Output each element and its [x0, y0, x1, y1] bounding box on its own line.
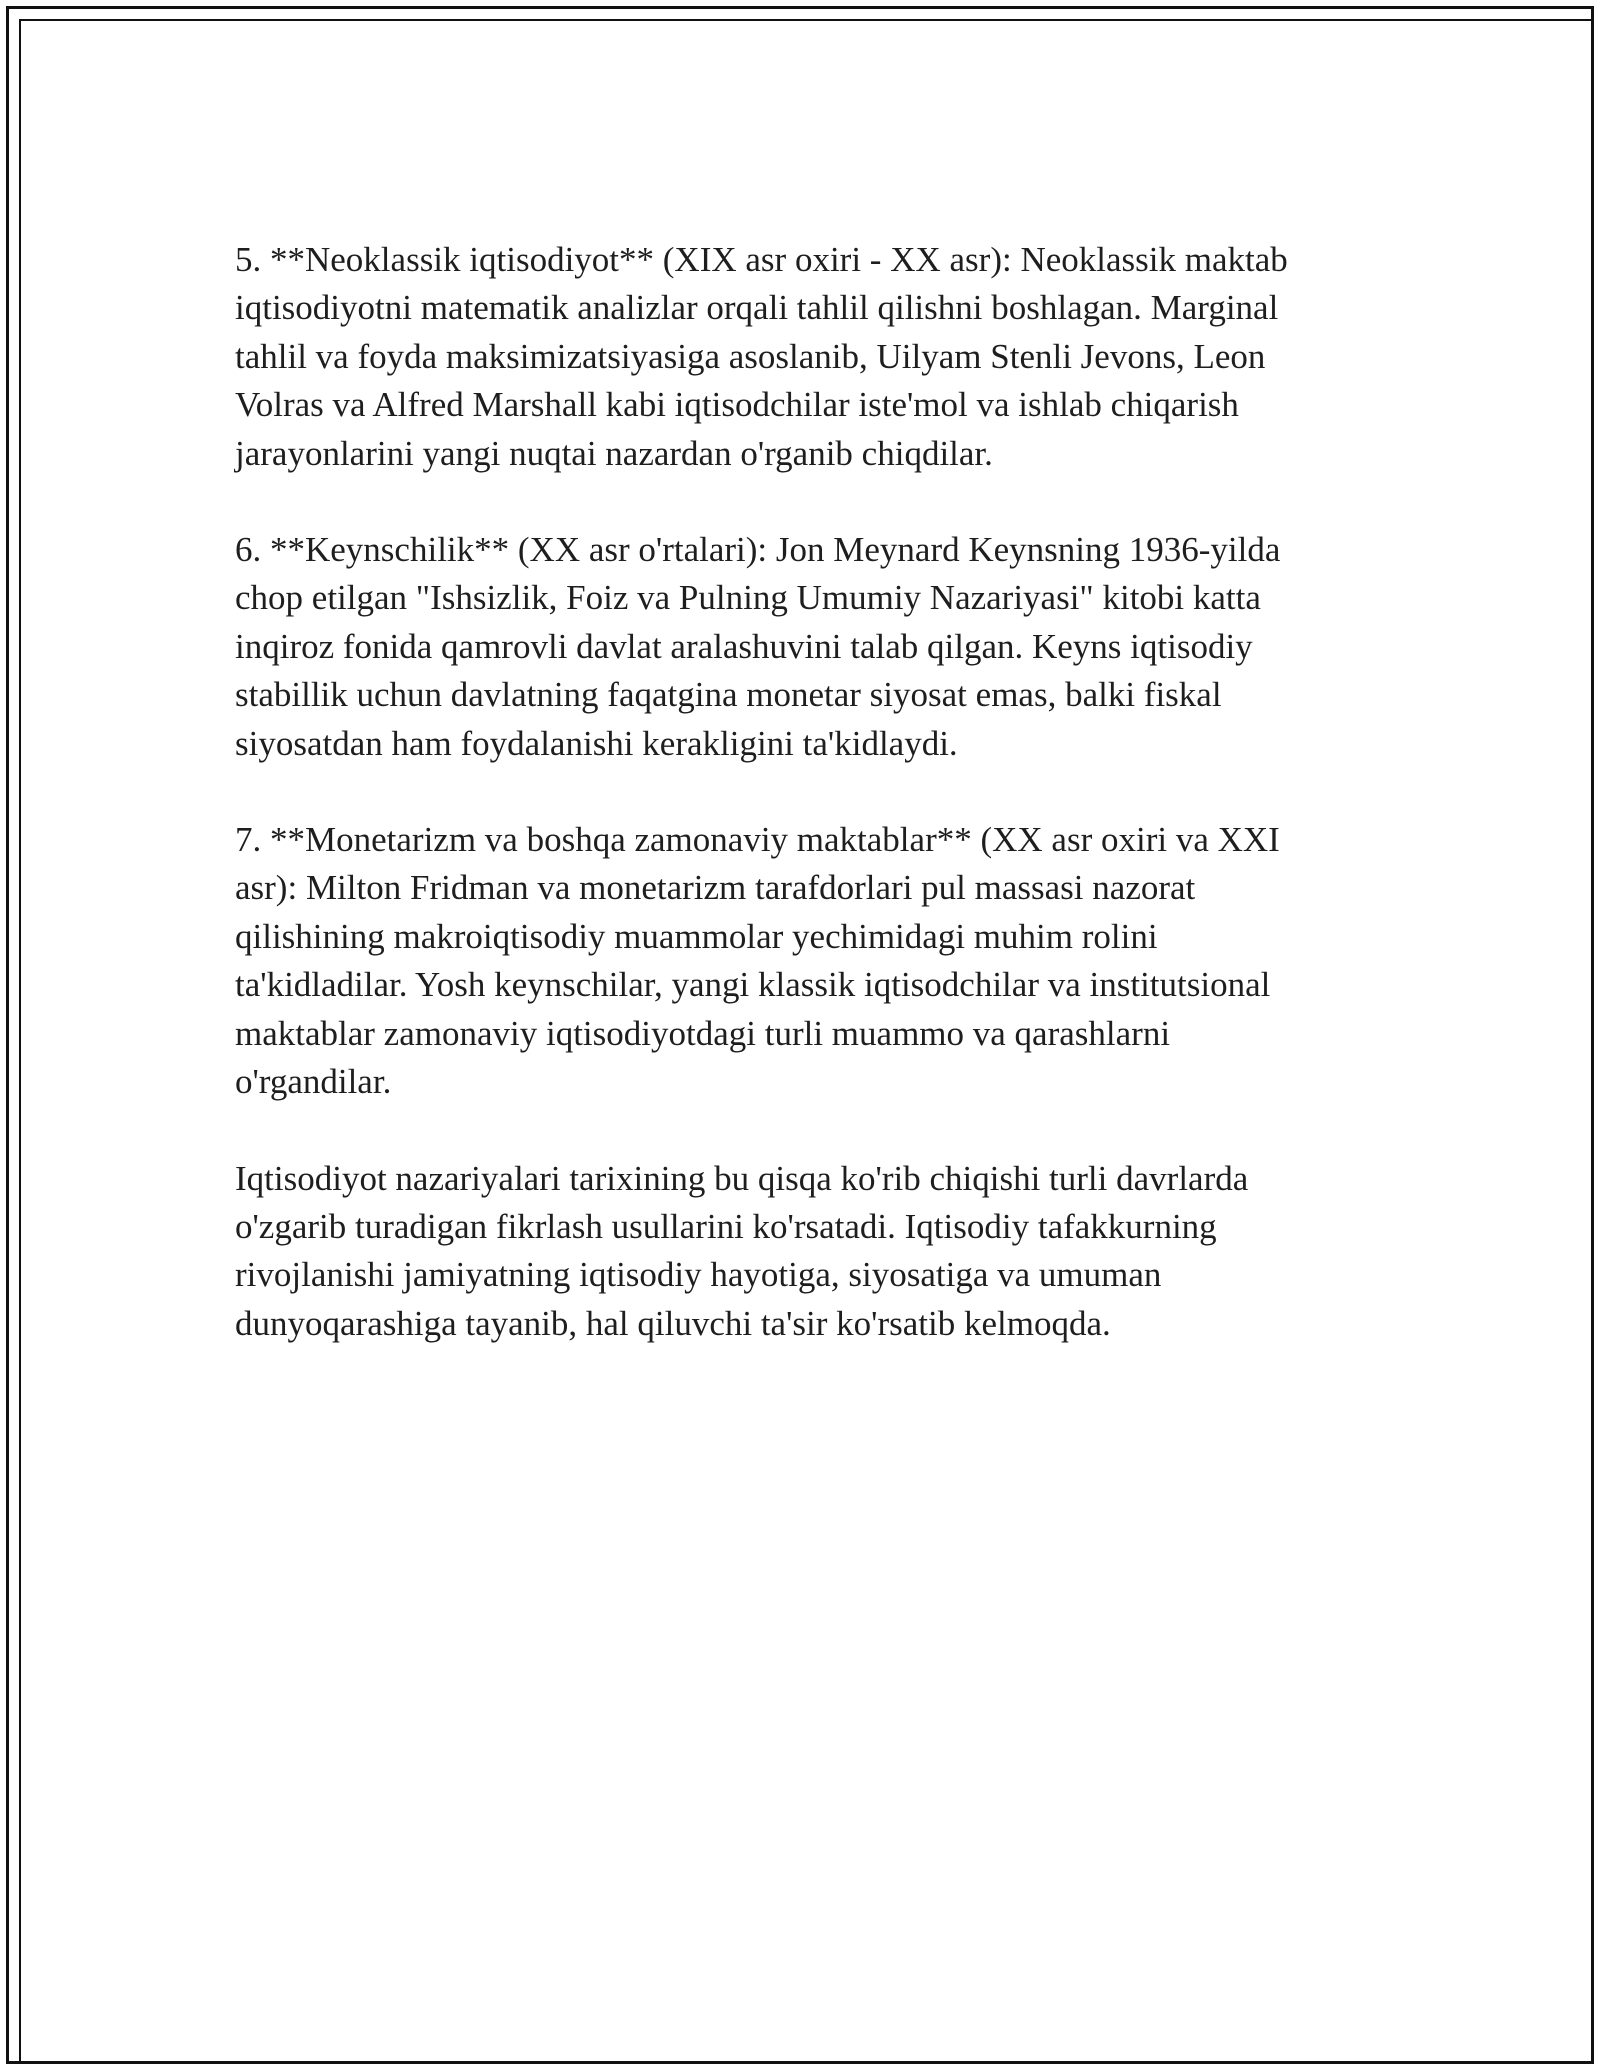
paragraph-keynesianism: 6. **Keynschilik** (XX asr o'rtalari): Jon Meynard Keynsning 1936-yilda chop etilgan "Ishsizlik, Foiz va Pulning Umumiy Nazariyasi" kitobi katta inqiroz fonida qamrovli davlat aralashuvini talab qilgan. Keyns iqtisodiy stabillik uchun davlatning faqatgina monetar siyosat emas, balki fiskal siyosatdan ham foydalanishi kerakligini ta'kidlaydi. [235, 530, 1281, 763]
paragraph-neoclassical: 5. **Neoklassik iqtisodiyot** (XIX asr oxiri - XX asr): Neoklassik maktab iqtisodiyotni matematik analizlar orqali tahlil qilishni boshlagan. Marginal tahlil va foyda maksimizatsiyasiga asoslanib, Uilyam Stenli Jevons, Leon Volras va Alfred Marshall kabi iqtisodchilar iste'mol va ishlab chiqarish jarayonlarini yangi nuqtai nazardan o'rganib chiqdilar. [235, 240, 1288, 473]
document-body [235, 236, 1365, 1396]
paragraph-conclusion: Iqtisodiyot nazariyalari tarixining bu qisqa ko'rib chiqishi turli davrlarda o'zgarib turadigan fikrlash usullarini ko'rsatadi. Iqtisodiy tafakkurning rivojlanishi jamiyatning iqtisodiy hayotiga, siyosatiga va umuman dunyoqarashiga tayanib, hal qiluvchi ta'sir ko'rsatib kelmoqda. [235, 1158, 1249, 1343]
paragraph-monetarism: 7. **Monetarizm va boshqa zamonaviy maktablar** (XX asr oxiri va XXI asr): Milton Fridman va monetarizm tarafdorlari pul massasi nazorat qilishining makroiqtisodiy muammolar yechimidagi muhim rolini ta'kidladilar. Yosh keynschilar, yangi klassik iqtisodchilar va institutsional maktablar zamonaviy iqtisodiyotdagi turli muammo va qarashlarni o'rgandilar. [235, 820, 1280, 1102]
